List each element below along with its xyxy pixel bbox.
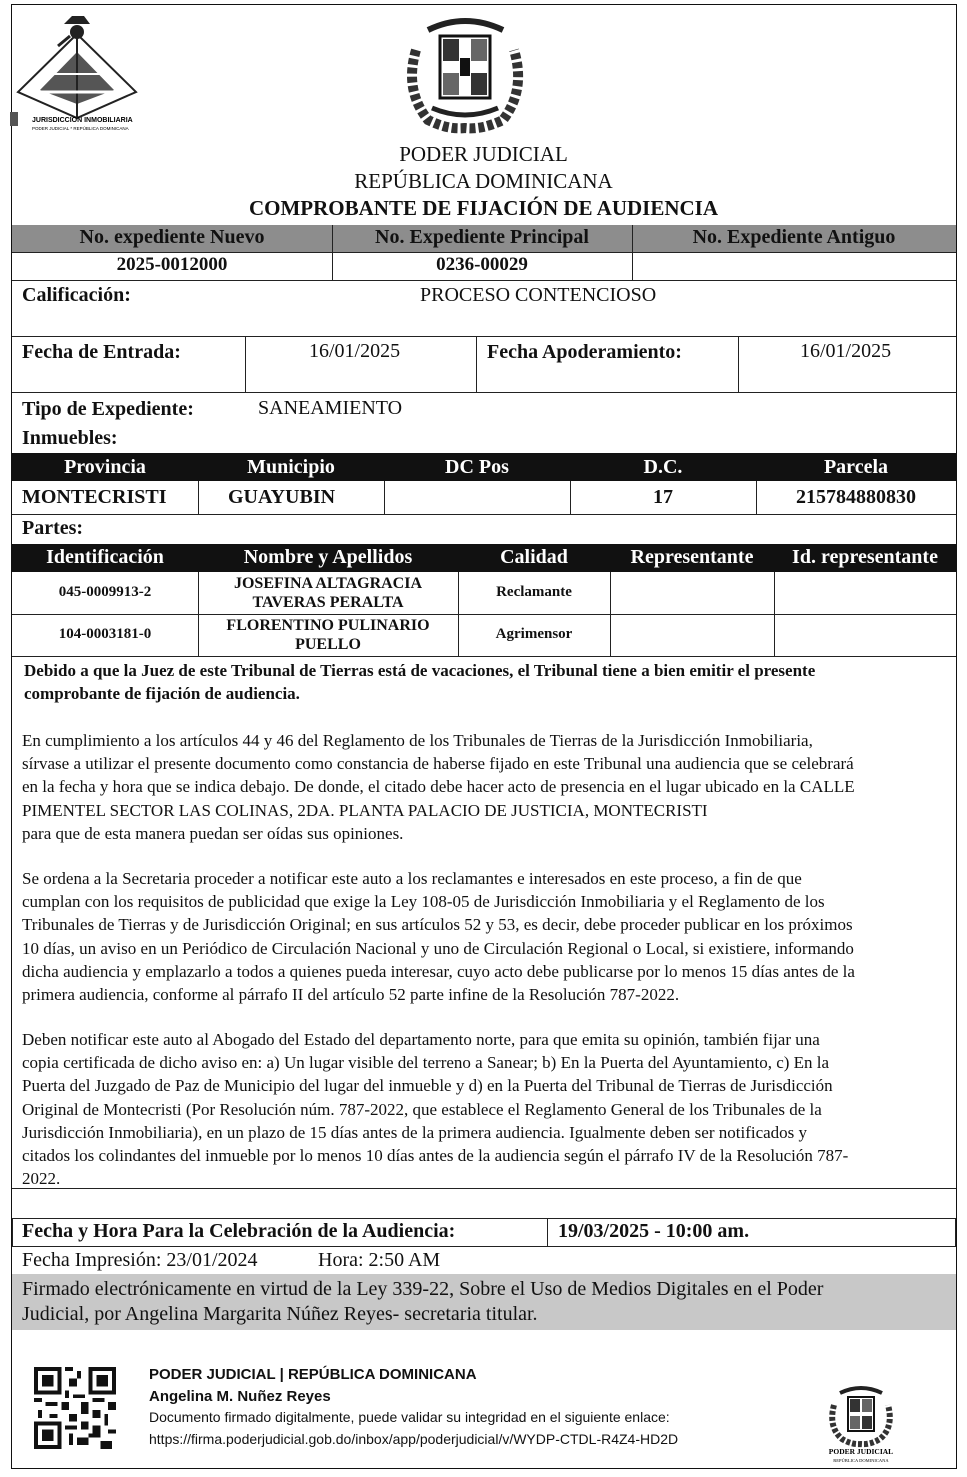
fecha-entrada-value: 16/01/2025	[309, 340, 401, 362]
inmueble-parcela: 215784880830	[796, 486, 916, 508]
inmueble-municipio: GUAYUBIN	[228, 486, 336, 508]
parte-identificacion: 045-0009913-2	[58, 584, 152, 600]
audiencia-label: Fecha y Hora Para la Celebración de la Audiencia:	[22, 1220, 456, 1242]
tipo-expediente-value: SANEAMIENTO	[258, 397, 403, 419]
signature-link[interactable]: https://firma.poderjudicial.gob.do/inbox/app/poderjudicial/v/WYDP-CTDL-R4Z4-HD2D	[149, 1431, 679, 1447]
header-nombre: Nombre y Apellidos	[243, 546, 413, 568]
jurisdiccion-inmobiliaria-logo	[10, 12, 145, 134]
header-representante: Representante	[630, 546, 754, 568]
hora-impresion: Hora: 2:50 AM	[318, 1249, 441, 1271]
value-expediente-nuevo: 2025-0012000	[116, 254, 228, 275]
paragraph-1: En cumplimiento a los artículos 44 y 46 del Reglamento de los Tribunales de Tierras de la Jurisdicción Inmobiliaria, sírvase a utilizar el presente documento como constancia de haberse fijado en este Tribunal una audiencia que se celebrará en la fecha y hora que se indica debajo. De donde, el citado debe hacer acto de presencia en el lugar ubicado en la CALLE PIMENTEL SECTOR LAS COLINAS, 2DA. PLANTA PALACIO DE JUSTICIA, MONTECRISTI para que de esta manera puedan ser oídas sus opiniones.	[22, 731, 855, 843]
inmuebles-label: Inmuebles:	[22, 427, 118, 449]
svg-text:JURISDICCION INMOBILIARIA: JURISDICCION INMOBILIARIA	[32, 117, 133, 124]
coat-of-arms-icon	[398, 10, 533, 135]
calificacion-value: PROCESO CONTENCIOSO	[420, 284, 657, 306]
fecha-entrada-label: Fecha de Entrada:	[22, 341, 181, 363]
signature-header: PODER JUDICIAL | REPÚBLICA DOMINICANA	[149, 1366, 477, 1383]
header-republica: REPÚBLICA DOMINICANA	[354, 169, 613, 193]
signature-note: Documento firmado digitalmente, puede validar su integridad en el siguiente enlace:	[149, 1409, 670, 1425]
poder-judicial-logo	[826, 1383, 896, 1465]
header-provincia: Provincia	[64, 456, 146, 478]
header-poder-judicial: PODER JUDICIAL	[399, 142, 568, 166]
header-identificacion: Identificación	[46, 546, 164, 568]
document-title: COMPROBANTE DE FIJACIÓN DE AUDIENCIA	[248, 196, 719, 220]
header-parcela: Parcela	[823, 456, 889, 478]
parte-calidad: Reclamante	[496, 584, 572, 600]
header-dc-pos: DC Pos	[445, 456, 509, 478]
inmueble-dc: 17	[653, 486, 673, 508]
fecha-apoderamiento-value: 16/01/2025	[800, 340, 892, 362]
parte-calidad: Agrimensor	[495, 626, 573, 642]
header-municipio: Municipio	[247, 456, 335, 478]
partes-label: Partes:	[22, 517, 84, 539]
value-expediente-principal: 0236-00029	[436, 254, 528, 275]
header-id-representante: Id. representante	[792, 546, 938, 568]
tipo-expediente-label: Tipo de Expediente:	[22, 398, 194, 420]
calificacion-label: Calificación:	[22, 284, 131, 306]
audiencia-value: 19/03/2025 - 10:00 am.	[558, 1220, 750, 1242]
svg-text:REPÚBLICA DOMINICANA: REPÚBLICA DOMINICANA	[833, 1458, 889, 1463]
paragraph-3: Deben notificar este auto al Abogado del Estado del departamento norte, para que emita su opinión, también fijar una copia certificada de dicho aviso en: a) Un lugar visible del terreno a Sanear; b) En la Puerta del Ayuntamiento, c) En la Puerta del Juzgado de Paz de Municipio del lugar del inmueble y d) en la Puerta del Tribunal de Tierras de Jurisdicción Original de Montecristi (Por Resolución núm. 787-2022, que establece el Reglamento General de los Tribunales de la Jurisdicción Inmobiliaria), en un plazo de 15 días antes de la primera audiencia. Igualmente deben ser notificados y citados los colindantes del inmueble por lo menos 10 días antes de la audiencia según el párrafo IV de la Resolución 787- 2022.	[22, 1030, 849, 1189]
qr-code-icon	[34, 1367, 116, 1449]
intro-paragraph: Debido a que la Juez de este Tribunal de Tierras está de vacaciones, el Tribunal tiene a bien emitir el presente comprobante de fijación de audiencia.	[24, 661, 816, 703]
svg-text:PODER JUDICIAL: PODER JUDICIAL	[828, 1447, 894, 1456]
paragraph-2: Se ordena a la Secretaria proceder a notificar este auto a los reclamantes e interesados en este proceso, a fin de que cumplan con los requisitos de publicidad que exige la Ley 108-05 de Jurisdicción Inmobiliaria y el Reglamento de los Tribunales de Tierras y de Jurisdicción Original; en sus artículos 52 y 53, es decir, debe proceder publicar en los próximos 10 días, un aviso en un Periódico de Circulación Nacional y uno de Circulación Regional o Local, si existiere, informando dicha audiencia y emplazarlo a todos a quienes pueda interesar, cuyo acto debe publicarse por lo menos 15 días antes de la primera audiencia, conforme al párrafo II del artículo 52 parte infine de la Resolución 787-2022.	[22, 869, 855, 1005]
signature-name: Angelina M. Nuñez Reyes	[149, 1388, 331, 1405]
header-expediente-nuevo: No. expediente Nuevo	[79, 226, 265, 248]
firmado-text: Firmado electrónicamente en virtud de la Ley 339-22, Sobre el Uso de Medios Digitales en el Poder Judicial, por Angelina Margarita Núñez Reyes- secretaria titular.	[22, 1278, 824, 1325]
header-dc: D.C.	[643, 456, 683, 478]
fecha-apoderamiento-label: Fecha Apoderamiento:	[487, 341, 682, 363]
svg-text:PODER JUDICIAL * REPÚBLICA DOM: PODER JUDICIAL * REPÚBLICA DOMINICANA	[32, 126, 129, 131]
header-calidad: Calidad	[500, 546, 568, 568]
header-expediente-antiguo: No. Expediente Antiguo	[692, 226, 896, 248]
parte-identificacion: 104-0003181-0	[58, 626, 152, 642]
inmueble-provincia: MONTECRISTI	[22, 486, 167, 508]
parte-nombre: FLORENTINO PULINARIO PUELLO	[226, 617, 430, 653]
parte-nombre: JOSEFINA ALTAGRACIA TAVERAS PERALTA	[233, 575, 423, 611]
fecha-impresion: Fecha Impresión: 23/01/2024	[22, 1249, 258, 1271]
header-expediente-principal: No. Expediente Principal	[375, 226, 589, 248]
